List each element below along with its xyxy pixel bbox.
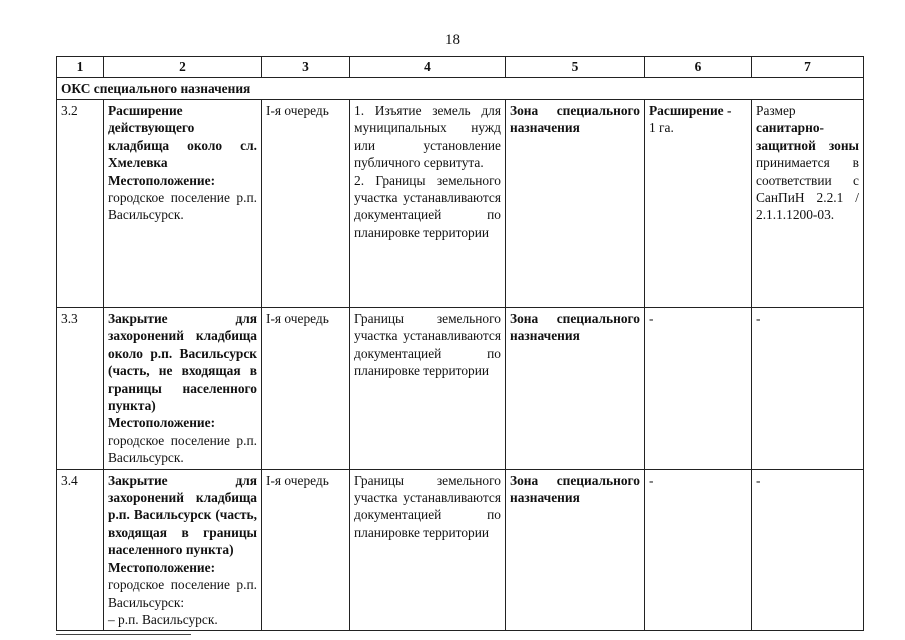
table-row: [57, 100, 864, 308]
column-header: 2: [104, 57, 262, 78]
notes-cell: [752, 100, 864, 308]
parameters-cell: [645, 469, 752, 631]
object-cell: [104, 469, 262, 631]
planning-table: [56, 56, 864, 631]
notes-before: -: [756, 472, 761, 488]
parameters-cell: [645, 308, 752, 470]
notes-before: Размер: [756, 103, 796, 118]
object-title: Закрытие для захоронений кладбища около р.п. Васильсурск (часть, не входящая в границы населенного пункта): [108, 311, 257, 414]
measures-cell: [350, 100, 506, 308]
queue-cell: I-я очередь: [262, 469, 350, 631]
page-number: 18: [445, 32, 460, 48]
location-text: – р.п. Васильсурск.: [108, 611, 218, 627]
measure-item: 2. Границы земельного участка устанавливаются документацией по планировке территории: [354, 172, 501, 240]
location-label: Местоположение:: [108, 172, 216, 188]
notes-after: принимается в соответствии с СанПиН 2.2.1 / 2.1.1.1200-03.: [756, 155, 859, 223]
measures-cell: [350, 469, 506, 631]
parameters-cell: [645, 100, 752, 308]
object-title: Закрытие для захоронений кладбища р.п. Васильсурск (часть, входящая в границы населенного пункта): [108, 472, 257, 558]
notes-cell: [752, 469, 864, 631]
queue-cell: I-я очередь: [262, 100, 350, 308]
parameters-bold: Расширение -: [649, 103, 732, 118]
parameters-text: 1 га.: [649, 120, 674, 136]
column-header: 5: [506, 57, 645, 78]
row-number: 3.2: [57, 100, 104, 308]
row-number: 3.3: [57, 308, 104, 470]
measures-cell: [350, 308, 506, 470]
measure-item: 1. Изъятие земель для муниципальных нужд или установление публичного сервитута.: [354, 103, 501, 171]
notes-bold: санитарно-защитной зоны: [756, 120, 859, 153]
location-text: городское поселение р.п. Васильсурск.: [108, 432, 257, 466]
measure-item: Границы земельного участка устанавливаются документацией по планировке территории: [354, 311, 501, 379]
zone-cell: Зона специального назначения: [506, 308, 645, 470]
column-header: 4: [350, 57, 506, 78]
location-label: Местоположение:: [108, 415, 216, 431]
column-header: 7: [752, 57, 864, 78]
section-row: [57, 78, 864, 100]
measure-item: Границы земельного участка устанавливаются документацией по планировке территории: [354, 472, 501, 540]
queue-cell: I-я очередь: [262, 308, 350, 470]
object-cell: [104, 308, 262, 470]
section-title: ОКС специального назначения: [57, 78, 864, 100]
zone-cell: Зона специального назначения: [506, 100, 645, 308]
table-row: [57, 308, 864, 470]
table-row: [57, 469, 864, 631]
location-text: городское поселение р.п. Васильсурск:: [108, 577, 257, 610]
column-header: 3: [262, 57, 350, 78]
column-number-row: [57, 57, 864, 78]
footer-rule: [56, 634, 191, 635]
zone-cell: Зона специального назначения: [506, 469, 645, 631]
column-header: 1: [57, 57, 104, 78]
notes-cell: [752, 308, 864, 470]
row-number: 3.4: [57, 469, 104, 631]
parameters-text: -: [649, 472, 654, 488]
notes-before: -: [756, 311, 761, 326]
parameters-text: -: [649, 311, 654, 326]
object-title: Расширение действующего кладбища около сл. Хмелевка: [108, 103, 257, 171]
object-cell: [104, 100, 262, 308]
column-header: 6: [645, 57, 752, 78]
location-text: городское поселение р.п. Васильсурск.: [108, 190, 257, 223]
location-label: Местоположение:: [108, 559, 216, 575]
